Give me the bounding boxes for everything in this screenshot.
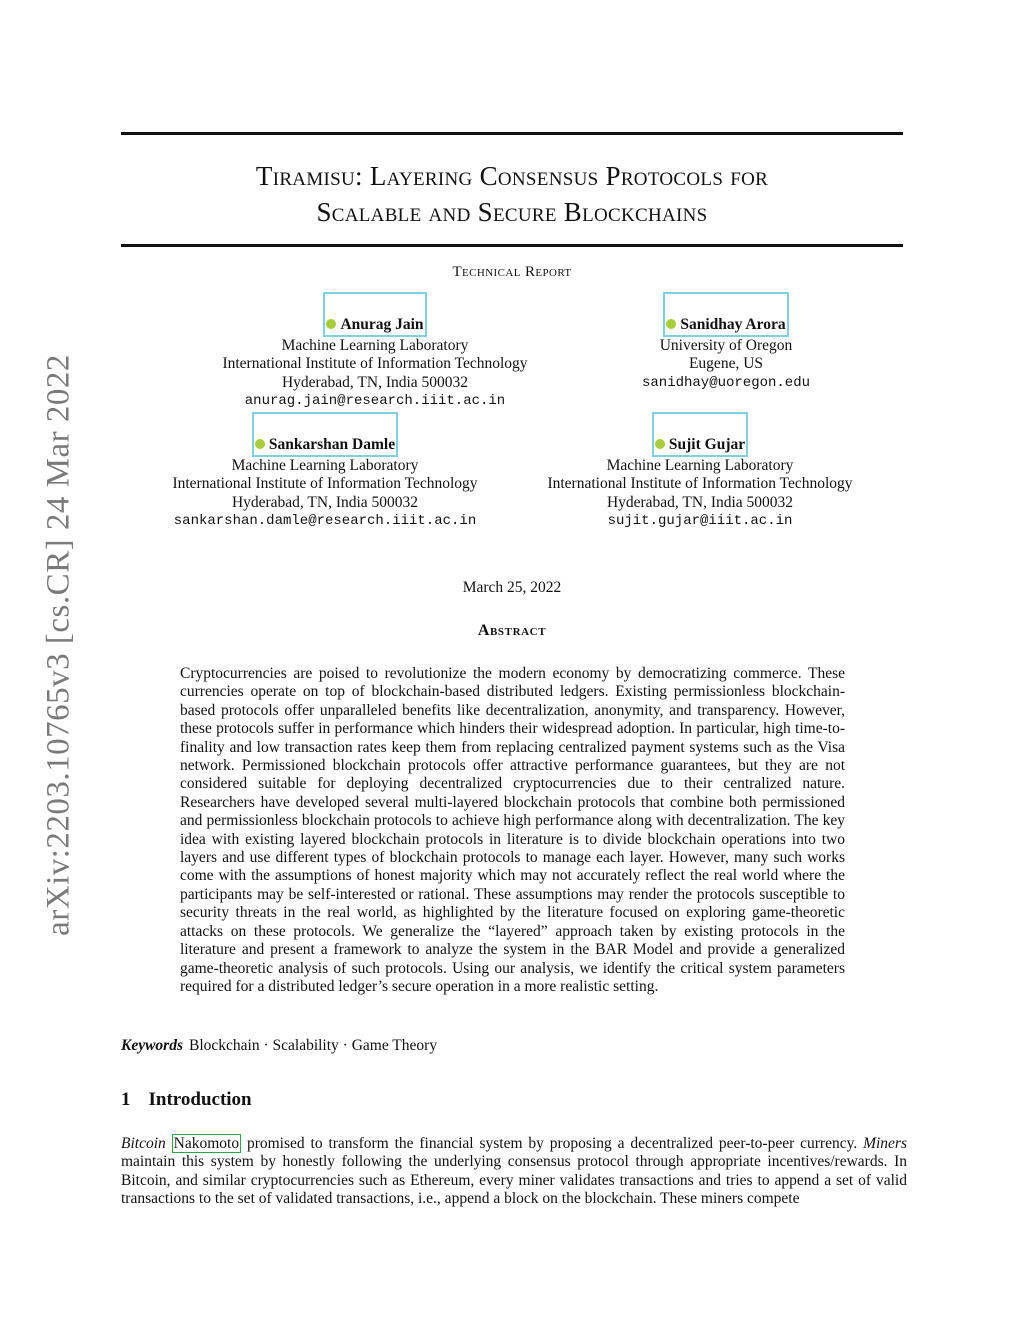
title-rule-top <box>121 132 903 135</box>
intro-term: Miners <box>863 1135 907 1152</box>
abstract-heading: Abstract <box>477 622 547 639</box>
orcid-icon[interactable] <box>326 319 336 329</box>
author-link[interactable] <box>652 412 748 457</box>
section-number: 1 <box>121 1089 131 1110</box>
keywords-label: Keywords <box>121 1037 183 1054</box>
author-name: Sankarshan Damle <box>268 436 396 453</box>
citation-link[interactable]: Nakomoto <box>173 1135 240 1152</box>
keywords <box>121 1037 437 1055</box>
title-rule-bottom <box>121 244 903 247</box>
author-name: Anurag Jain <box>340 316 424 333</box>
publication-date: March 25, 2022 <box>462 579 562 596</box>
report-type: Technical Report <box>452 264 572 280</box>
author-address: Eugene, US <box>688 355 764 372</box>
keywords-list: Blockchain · Scalability · Game Theory <box>189 1037 438 1054</box>
author-affiliation: International Institute of Information Technology <box>222 355 528 372</box>
orcid-icon[interactable] <box>666 319 676 329</box>
intro-text: maintain this system by honestly following the underlying consensus protocol through appropriate incentives/rewards. In Bitcoin, and similar cryptocurrencies such as Ethereum, every miner validates transactions and tries to append a set of valid transactions to the set of validated transactions, i.e., append a block on the blockchain. These miners compete <box>121 1153 907 1208</box>
author-email[interactable]: sujit.gujar@iiit.ac.in <box>607 513 793 529</box>
author-email[interactable]: sanidhay@uoregon.edu <box>641 374 811 391</box>
orcid-icon[interactable] <box>655 439 665 449</box>
author-affiliation: Machine Learning Laboratory <box>281 336 469 354</box>
author-address: Hyderabad, TN, India 500032 <box>281 373 469 391</box>
author-link[interactable] <box>663 292 788 337</box>
author-block <box>190 292 560 411</box>
arxiv-stamp: arXiv:2203.10765v3 [cs.CR] 24 Mar 2022 <box>40 354 77 936</box>
author-block <box>140 412 510 531</box>
author-affiliation: University of Oregon <box>659 336 793 354</box>
abstract-text: Cryptocurrencies are poised to revolutionize the modern economy by democratizing commerce. These currencies operate on top of blockchain-based distributed ledgers. Existing permissionless blockchain-based protocols offer unparalleled benefits like decentralization, anonymity, and transparency. However, these protocols suffer in performance which hinders their widespread adoption. In particular, high time-to-finality and low transaction rates keep them from replacing centralized payment systems such as the Visa network. Permissioned blockchain protocols offer attractive performance guarantees, but they are not considered suitable for deploying decentralized cryptocurrencies due to their centralized nature. Researchers have developed several multi-layered blockchain protocols that combine both permissioned and permissionless blockchain protocols to achieve high performance along with decentralization. The key idea with existing layered blockchain protocols in literature is to divide blockchain operations into two layers and use different types of blockchain protocols to manage each layer. However, many such works come with the assumptions of honest majority which may not accurately reflect the real world where the participants may be self-interested or rational. These assumptions may render the protocols susceptible to security threats in the real world, as highlighted by the literature focused on exploring game-theoretic attacks on these protocols. We generalize the “layered” approach taken by existing protocols in the literature and present a framework to analyze the system in the BAR Model and provide a generalized game-theoretic analysis of such protocols. Using our analysis, we identify the critical system parameters required for a distributed ledger’s secure operation in a more realistic setting. <box>180 665 845 995</box>
author-affiliation: Machine Learning Laboratory <box>606 456 794 474</box>
author-block <box>616 292 836 392</box>
author-email[interactable]: anurag.jain@research.iiit.ac.in <box>244 393 506 409</box>
author-address: Hyderabad, TN, India 500032 <box>606 493 794 511</box>
author-affiliation: International Institute of Information Technology <box>172 475 478 492</box>
intro-paragraph <box>121 1135 907 1209</box>
intro-text: promised to transform the financial system by proposing a decentralized peer-to-peer currency. <box>241 1135 864 1152</box>
author-link[interactable] <box>252 412 398 457</box>
author-email[interactable]: sankarshan.damle@research.iiit.ac.in <box>173 513 477 529</box>
section-title: Introduction <box>148 1089 252 1110</box>
title-line-2: Scalable and Secure Blockchains <box>316 197 708 227</box>
author-link[interactable] <box>323 292 426 337</box>
author-affiliation: International Institute of Information Technology <box>547 475 853 492</box>
author-name: Sanidhay Arora <box>680 316 786 333</box>
intro-term: Bitcoin <box>121 1135 166 1152</box>
author-address: Hyderabad, TN, India 500032 <box>231 493 419 511</box>
author-affiliation: Machine Learning Laboratory <box>231 456 419 474</box>
paper-title <box>121 158 903 230</box>
title-line-1: Tiramisu: Layering Consensus Protocols for <box>255 161 769 191</box>
author-name: Sujit Gujar <box>668 436 746 453</box>
orcid-icon[interactable] <box>255 439 265 449</box>
author-block <box>530 412 870 531</box>
section-heading <box>121 1089 252 1111</box>
